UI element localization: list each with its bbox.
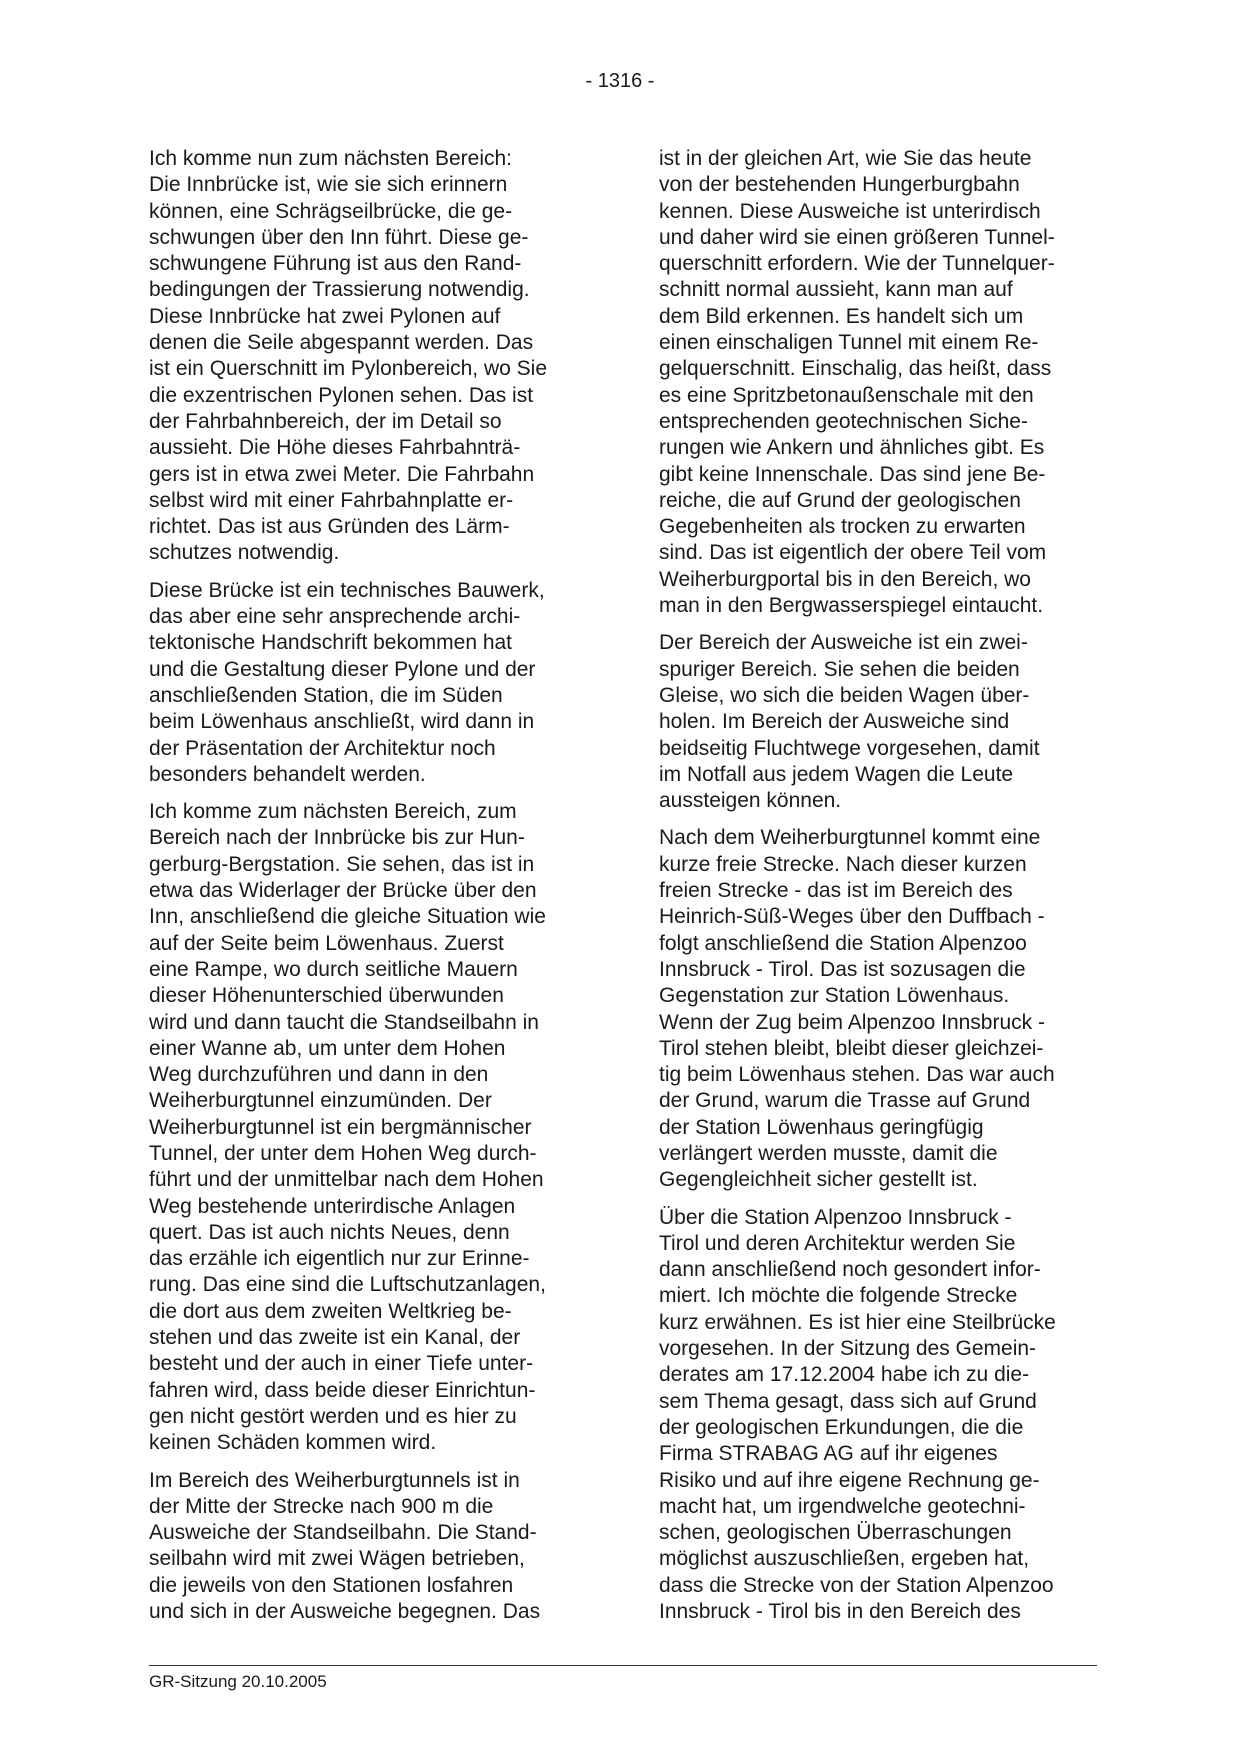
paragraph: ist in der gleichen Art, wie Sie das heute von der bestehenden Hungerburgbahn kennen. Diese Ausweiche ist unterirdisch und daher wird sie einen größeren Tunnel- querschnitt erfordern. Wie der Tunnelquer- schnitt normal aussieht, kann man auf dem Bild erkennen. Es handelt sich um einen einschaligen Tunnel mit einem Re- gelquerschnitt. Einschalig, das heißt, dass es eine Spritzbetonaußenschale mit den entsprechenden geotechnischen Siche- rungen wie Ankern und ähnliches gibt. Es gibt keine Innenschale. Das sind jene Be- reiche, die auf Grund der geologischen Gegebenheiten als trocken zu erwarten sind. Das ist eigentlich der obere Teil vom Weiherburgportal bis in den Bereich, wo man in den Bergwasserspiegel eintaucht. bbox=[659, 147, 1055, 618]
right-column bbox=[659, 146, 1099, 1636]
left-column bbox=[149, 146, 589, 1636]
footer-divider bbox=[149, 1665, 1097, 1666]
paragraph: Der Bereich der Ausweiche ist ein zwei- spuriger Bereich. Sie sehen die beiden Gleise, wo sich die beiden Wagen über- holen. Im Bereich der Ausweiche sind beidseitig Fluchtwege vorgesehen, damit im Notfall aus jedem Wagen die Leute aussteigen können. bbox=[659, 631, 1040, 813]
paragraph: Ich komme nun zum nächsten Bereich: Die Innbrücke ist, wie sie sich erinnern können, eine Schrägseilbrücke, die ge- schwungen über den Inn führt. Diese ge- schwungene Führung ist aus den Rand- bedingungen der Trassierung notwendig. Diese Innbrücke hat zwei Pylonen auf denen die Seile abgespannt werden. Das ist ein Querschnitt im Pylonbereich, wo Sie die exzentrischen Pylonen sehen. Das ist der Fahrbahnbereich, der im Detail so aussieht. Die Höhe dieses Fahrbahnträ- gers ist in etwa zwei Meter. Die Fahrbahn selbst wird mit einer Fahrbahnplatte er- richtet. Das ist aus Gründen des Lärm- schutzes notwendig. bbox=[149, 147, 548, 565]
paragraph: Ich komme zum nächsten Bereich, zum Bereich nach der Innbrücke bis zur Hun- gerburg-Bergstation. Sie sehen, das ist in etwa das Widerlager der Brücke über den Inn, anschließend die gleiche Situation wie auf der Seite beim Löwenhaus. Zuerst eine Rampe, wo durch seitliche Mauern dieser Höhenunterschied überwunden wird und dann taucht die Standseilbahn in einer Wanne ab, um unter dem Hohen Weg durchzuführen und dann in den Weiherburgtunnel einzumünden. Der Weiherburgtunnel ist ein bergmännischer Tunnel, der unter dem Hohen Weg durch- führt und der unmittelbar nach dem Hohen Weg bestehende unterirdische Anlagen quert. Das ist auch nichts Neues, denn das erzähle ich eigentlich nur zur Erinne- rung. Das eine sind die Luftschutzanlagen, die dort aus dem zweiten Weltkrieg be- stehen und das zweite ist ein Kanal, der besteht und der auch in einer Tiefe unter- fahren wird, dass beide dieser Einrichtun- gen nicht gestört werden und es hier zu keinen Schäden kommen wird. bbox=[149, 800, 546, 1455]
footer-text: GR-Sitzung 20.10.2005 bbox=[149, 1672, 327, 1691]
paragraph: Über die Station Alpenzoo Innsbruck - Tirol und deren Architektur werden Sie dann anschließend noch gesondert infor- miert. Ich möchte die folgende Strecke kurz erwähnen. Es ist hier eine Steilbrücke vorgesehen. In der Sitzung des Gemein- derates am 17.12.2004 habe ich zu die- sem Thema gesagt, dass sich auf Grund der geologischen Erkundungen, die die Firma STRABAG AG auf ihr eigenes Risiko und auf ihre eigene Rechnung ge- macht hat, um irgendwelche geotechni- schen, geologischen Überraschungen möglichst auszuschließen, ergeben hat, dass die Strecke von der Station Alpenzoo Innsbruck - Tirol bis in den Bereich des bbox=[659, 1205, 1056, 1624]
page-number: - 1316 - bbox=[585, 70, 655, 92]
paragraph: Diese Brücke ist ein technisches Bauwerk, das aber eine sehr ansprechende archi- tektonische Handschrift bekommen hat und die Gestaltung dieser Pylone und der anschließenden Station, die im Süden beim Löwenhaus anschließt, wird dann in der Präsentation der Architektur noch besonders behandelt werden. bbox=[149, 578, 545, 786]
paragraph: Nach dem Weiherburgtunnel kommt eine kurze freie Strecke. Nach dieser kurzen freien Strecke - das ist im Bereich des Heinrich-Süß-Weges über den Duffbach - folgt anschließend die Station Alpenzoo Innsbruck - Tirol. Das ist sozusagen die Gegenstation zur Station Löwenhaus. Wenn der Zug beim Alpenzoo Innsbruck - Tirol stehen bleibt, bleibt dieser gleichzei- tig beim Löwenhaus stehen. Das war auch der Grund, warum die Trasse auf Grund der Station Löwenhaus geringfügig verlängert werden musste, damit die Gegengleichheit sicher gestellt ist. bbox=[659, 826, 1055, 1192]
paragraph: Im Bereich des Weiherburgtunnels ist in der Mitte der Strecke nach 900 m die Ausweiche der Standseilbahn. Die Stand- seilbahn wird mit zwei Wägen betrieben, die jeweils von den Stationen losfahren und sich in der Ausweiche begegnen. Das bbox=[149, 1468, 541, 1624]
